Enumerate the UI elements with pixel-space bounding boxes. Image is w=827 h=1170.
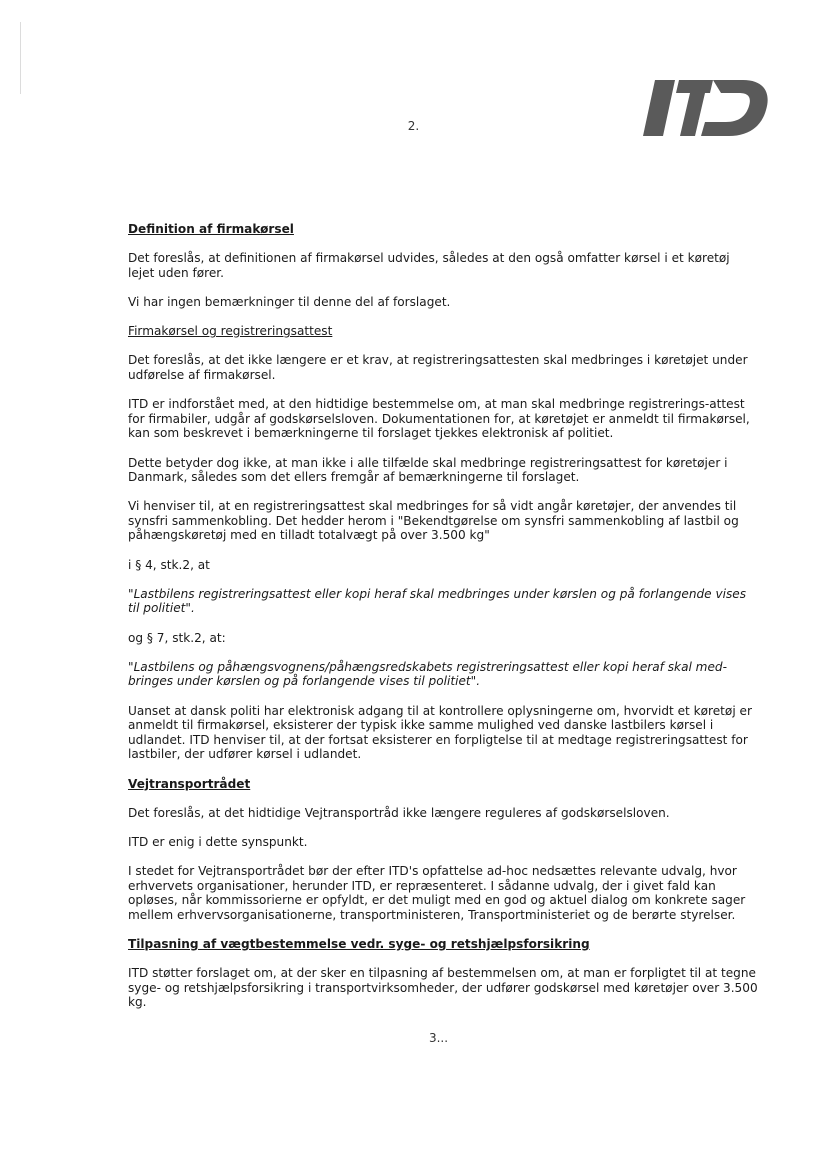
legal-quote: "Lastbilens registreringsattest eller kopi heraf skal medbringes under kørslen og på forlangende vises til politiet". bbox=[128, 586, 747, 616]
paragraph: Vi henviser til, at en registreringsattest skal medbringes for så vidt angår køretøjer, der anvendes til synsfri sammenkobling. Det hedder herom i "Bekendtgørelse om synsfri sammenkobling af lastbil og påhængskøretøj med en tilladt totalvægt på over 3.500 kg" bbox=[128, 499, 739, 543]
paragraph: Uanset at dansk politi har elektronisk adgang til at kontrollere oplysningerne om, hvorvidt et køretøj er anmeldt til firmakørsel, eksisterer der typisk ikke samme mulighed ved danske lastbilers kørsel i udlandet. ITD henviser til, at der fortsat eksisterer en forpligtelse til at medtage registreringsattest for lastbiler, der udfører kørsel i udlandet. bbox=[128, 703, 752, 762]
legal-quote: "Lastbilens og påhængsvognens/påhængsredskabets registreringsattest eller kopi heraf skal med-bringes under kørslen og på forlangende vises til politiet". bbox=[128, 659, 727, 689]
paragraph: Det foreslås, at definitionen af firmakørsel udvides, således at den også omfatter kørsel i et køretøj lejet uden fører. bbox=[128, 251, 730, 280]
section-heading: Definition af firmakørsel bbox=[128, 222, 294, 236]
paragraph: I stedet for Vejtransportrådet bør der efter ITD's opfattelse ad-hoc nedsættes relevante udvalg, hvor erhvervets organisationer, herunder ITD, er repræsenteret. I sådanne udvalg, der i givet fald kan opløses, når kommissorierne er opfyldt, er det muligt med en god og aktuel dialog om konkrete sager mellem erhvervsorganisationerne, transportministeren, Transportministeriet og de berørte styrelser. bbox=[128, 864, 746, 922]
continuation-marker: 3... bbox=[428, 1031, 449, 1045]
paragraph: Det foreslås, at det hidtidige Vejtransportråd ikke længere reguleres af godskørselsloven. bbox=[128, 805, 670, 820]
letter-body bbox=[128, 222, 758, 1025]
section-heading: Vejtransportrådet bbox=[128, 776, 251, 791]
paragraph: ITD støtter forslaget om, at der sker en tilpasning af bestemmelsen om, at man er forpligtet til at tegne syge- og retshjælpsforsikring i transportvirksomheder, der udfører godskørsel med køretøjer over 3.500 kg. bbox=[128, 966, 758, 1010]
section-heading: Firmakørsel og registreringsattest bbox=[128, 324, 333, 339]
paragraph: ITD er indforstået med, at den hidtidige bestemmelse om, at man skal medbringe registrerings-attest for firmabiler, udgår af godskørselsloven. Dokumentationen for, at køretøjet er anmeldt til firmakørsel, kan som beskrevet i bemærkningerne til forslaget tjekkes elektronisk af politiet. bbox=[128, 397, 750, 441]
scan-artifact-line bbox=[20, 22, 21, 94]
paragraph: ITD er enig i dette synspunkt. bbox=[128, 834, 308, 849]
paragraph: Vi har ingen bemærkninger til denne del af forslaget. bbox=[128, 294, 451, 309]
paragraph: Det foreslås, at det ikke længere er et krav, at registreringsattesten skal medbringes i køretøjet under udførelse af firmakørsel. bbox=[128, 353, 748, 382]
paragraph: i § 4, stk.2, at bbox=[128, 557, 210, 572]
section-heading: Tilpasning af vægtbestemmelse vedr. syge- og retshjælpsforsikring bbox=[128, 937, 590, 952]
itd-logo bbox=[641, 76, 771, 140]
paragraph: Dette betyder dog ikke, at man ikke i alle tilfælde skal medbringe registreringsattest for køretøjer i Danmark, således som det ellers fremgår af bemærkningerne til forslaget. bbox=[128, 455, 728, 485]
page-number: 2. bbox=[407, 119, 420, 133]
paragraph: og § 7, stk.2, at: bbox=[128, 630, 226, 645]
